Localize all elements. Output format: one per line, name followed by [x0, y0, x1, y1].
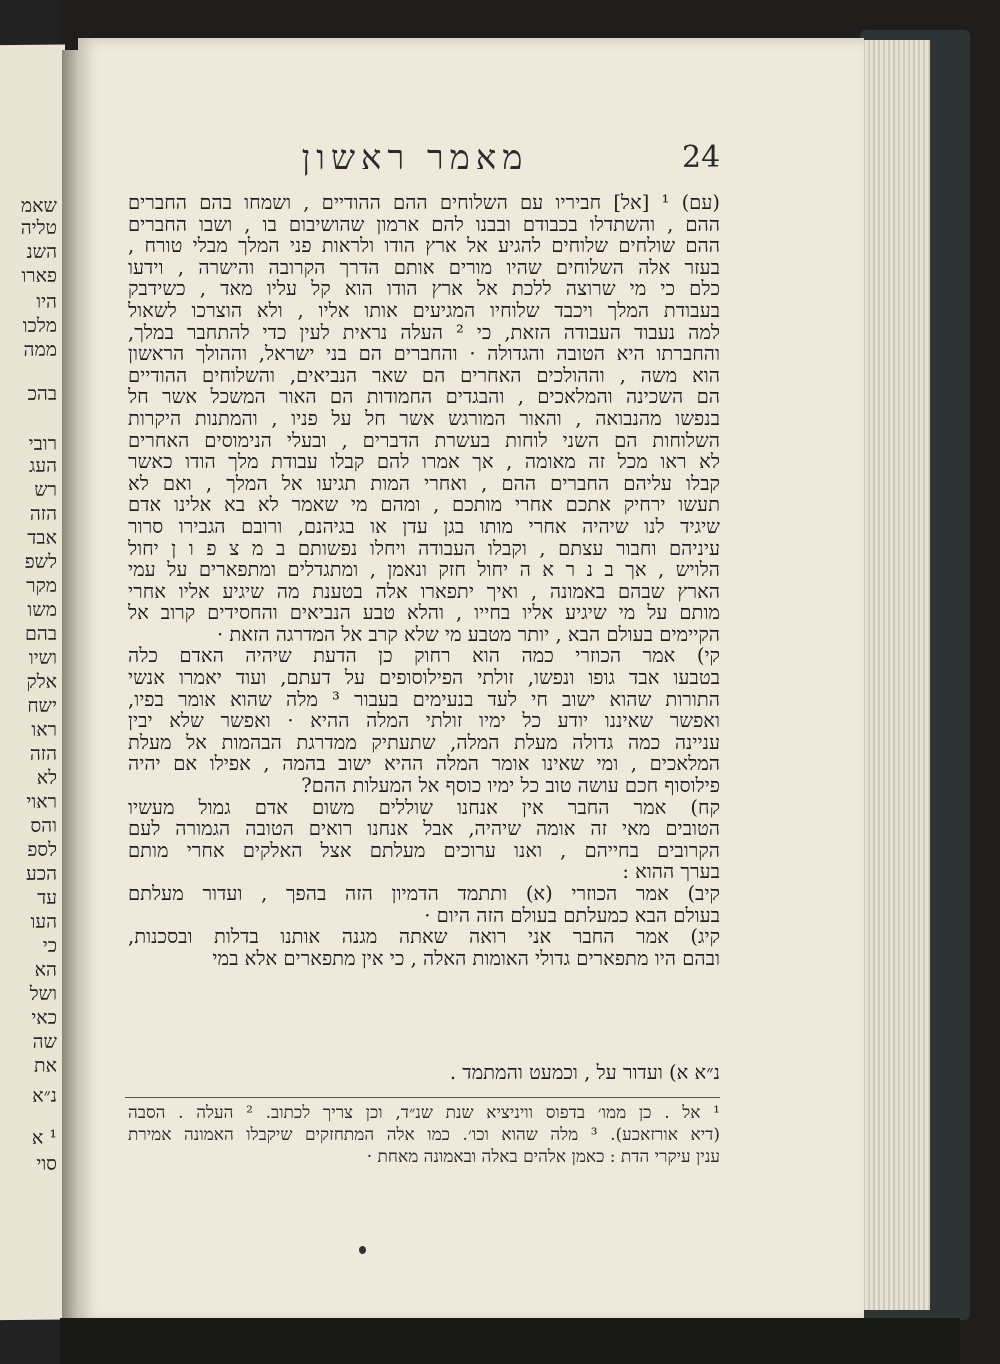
- left-page-fragment: ¹ א: [31, 1126, 57, 1149]
- text-line: הטובים מאי זה אומה שיהיה, אבל אנחנו רואים הטובה הגמורה לעם: [128, 818, 720, 840]
- left-page-fragment: טליה: [20, 216, 57, 239]
- left-page-fragment: ממה: [23, 338, 57, 361]
- left-page-fragment: בהם: [25, 622, 57, 645]
- left-page-fragment: לא: [36, 766, 57, 789]
- left-page-fragment: משו: [27, 598, 57, 621]
- text-line: ההם שולחים שלוחים להגיע אל ארץ הודו ולראות פני המלך מבלי טורח ,: [128, 235, 720, 257]
- left-page-fragment: הכע: [26, 862, 57, 885]
- left-page-fragment: ישח: [27, 694, 57, 717]
- text-line: הלויש , אך ב נ ר א ה יחול חזק ונאמן , ומתגדלים ומתפארים על עמי: [128, 559, 720, 581]
- left-page-fragment: ראו: [31, 718, 57, 741]
- left-page-fragment: פארו: [21, 264, 57, 287]
- left-page-fragment: סוי: [36, 1152, 57, 1175]
- left-page-fragment: כי: [42, 934, 57, 957]
- footnote-line: ¹ אל . כן ממו׳ בדפוס וויניציא שנת שנ״ד, וכן צריך לכתוב. ² העלה . הסבה: [128, 1103, 720, 1123]
- footnote-divider: [125, 1097, 720, 1098]
- text-line: (עם) ¹ [אל] חביריו עם השלוחים ההם ההודיים , ושמחו בהם החברים: [128, 192, 720, 214]
- text-line: קיב) אמר הכוזרי (א) ותתמד הדמיון הזה בהפך , ועדור מעלתם: [128, 883, 720, 905]
- text-line: בערך ההוא :: [622, 861, 720, 883]
- left-page: [0, 45, 65, 1321]
- left-page-fragment: לספ: [27, 838, 57, 861]
- left-page-fragment: כאי: [31, 1006, 57, 1029]
- text-line: המלאכים , ומי שאינו אומר המלה ההיא ישוב בהמה , אפילו אם יהיה: [128, 753, 720, 776]
- text-line: עניינה כמה גדולה מעלת המלה, שתעתיק ממדרגת הבהמות אל מעלת: [128, 731, 720, 754]
- text-line: שיגיד לנו שיהיה אחרי מותו בגן עדן או בגיהנם, ורובם הגבירו סרור: [128, 515, 720, 538]
- text-line: קבלו עליהם החברים ההם , ואחרי המות תגיעו אל המלך , ואם לא: [128, 472, 720, 495]
- text-line: מותם על מי שיגיע אליו בחייו , והלא טבע הנביאים והחסידים קרוב אל: [128, 602, 720, 624]
- text-line: תעשו ירחיק אתכם אחרי מותכם , ומהם מי שאמר לא בא אלינו אדם: [128, 494, 720, 516]
- left-page-fragment: הזה: [29, 502, 57, 525]
- left-page-fragment: העג: [29, 454, 57, 477]
- text-line: הארץ שבהם באמונה , ואיך יתפארו אלה בטענת מה שיגיע אליו אחרי: [128, 580, 720, 603]
- left-page-fragment: ושל: [29, 982, 57, 1005]
- left-page-fragment: הזה: [29, 742, 57, 765]
- text-line: למה נעבוד העבודה הזאת, כי ² העלה נראית לעין כדי להתחבר במלך,: [128, 321, 720, 344]
- text-line: ובהם היו מתפארים גדולי האומות האלה , כי אין מתפארים אלא במי: [212, 947, 720, 970]
- left-page-fragment: נ״א: [32, 1084, 57, 1107]
- text-line: כלם כי מי שרוצה ללכת אל ארץ הודו הוא קל עליו מאד , כשידבק: [128, 278, 720, 300]
- left-page-fragment: את: [34, 1054, 57, 1077]
- footnotes: [128, 1102, 720, 1168]
- body-text: [128, 192, 720, 969]
- page-number: 24: [682, 140, 721, 175]
- variant-note-text: נ״א א) ועדור על , וכמעט והמתמד .: [449, 1062, 720, 1084]
- text-line: והחברתו היא הטובה והגדולה · והחברים הם בני ישראל, וההולך הראשון: [128, 343, 720, 365]
- text-line: קיג) אמר החבר אני רואה שאתה מגנה אותנו בדלות ובסכנות,: [128, 926, 720, 948]
- text-line: התורות שהוא ישוב חי לעד בנעימים בעבור ³ מלה שהוא אומר בפיו,: [128, 688, 720, 711]
- text-line: קי) אמר הכוזרי כמה הוא רחוק כן הדעת שיהיה האדם כלה: [128, 645, 720, 668]
- text-line: הוא משה , וההולכים האחרים הם שאר הנביאים, והשלוחים ההודיים: [128, 364, 720, 387]
- left-page-fragment: והס: [30, 814, 57, 837]
- left-page-fragment: רש: [34, 478, 57, 501]
- page-title: מאמר ראשון: [301, 138, 529, 178]
- left-page-fragment: ראוי: [26, 790, 57, 813]
- footnote-line: (דיא אורזאכע). ³ מלה שהוא וכו׳. כמו אלה המתחזקים שיקבלו האמונה אמירת: [128, 1125, 720, 1145]
- text-line: בעולם הבא כמעלתם בעולם הזה היום ·: [424, 904, 720, 927]
- left-page-fragment: לשפ: [24, 550, 57, 573]
- text-line: בטבעו אבד גופו ונפשו, זולתי הפילוסופים על דעתם, ועוד יאמרו אנשי: [128, 667, 720, 689]
- text-line: השלוחות הם השני לוחות בעשרת הדברים , ובעלי הנימוסים האחרים: [128, 429, 720, 452]
- background-bottom: [60, 1318, 960, 1364]
- left-page-fragment: עד: [37, 886, 57, 909]
- text-line: בעזר אלה השלוחים שהיו מורים אותם הדרך הקרובה והישרה , וידעו: [128, 256, 720, 279]
- left-page-fragment: מלכו: [22, 314, 57, 337]
- left-page-fragment: העו: [30, 910, 57, 933]
- left-page-fragment: שה: [32, 1030, 57, 1053]
- text-line: ההם , והשתדלו בכבודם ובבנו להם ארמון שהושיבום בו , ושבו החברים: [128, 213, 720, 236]
- ink-dot: [359, 1246, 366, 1254]
- text-line: לא ראו מכל זה מאומה , אך אמרו להם קבלו עבודת מלך הודו כאשר: [128, 451, 720, 473]
- left-page-fragment: רובי: [28, 432, 57, 455]
- left-page-fragment: היו: [36, 290, 57, 313]
- text-line: קח) אמר החבר אין אנחנו שוללים משום אדם גמול מעשיו: [128, 796, 720, 819]
- variant-note: [128, 1062, 720, 1084]
- left-page-fragment: ושיו: [28, 646, 57, 669]
- text-line: הם השכינה והמלאכים , והבגדים החמודות הם האור המשכל אשר חל: [128, 386, 720, 408]
- text-line: עיניהם וחבור עצתם , וקבלו העבודה ויחלו נפשותם ב מ צ פ ו ן יחול: [128, 537, 720, 560]
- left-page-fragment: שאמ: [20, 194, 57, 217]
- left-page-fragment: השנ: [26, 240, 57, 263]
- text-line: בעבודת המלך ויכבד שלוחיו המגיעים אותו אליו , ולא הוצרכו לשאול: [128, 299, 720, 322]
- left-page-fragment: הא: [34, 958, 57, 981]
- left-page-fragment: אבד: [27, 526, 57, 549]
- text-line: בנפשו מהנבואה , והאור המורגש אשר חל על פניו , והמתנות היקרות: [128, 407, 720, 430]
- text-line: הקיימים בעולם הבא , יותר מטבע מי שלא קרב אל המדרגה הזאת ·: [216, 623, 720, 646]
- text-line: פילוסוף חכם עושה טוב כל ימיו כוסף אל המעלות ההם?: [301, 775, 720, 797]
- left-page-fragment: אלק: [26, 670, 57, 693]
- left-page-fragment: בהכ: [27, 382, 57, 405]
- footnote-line: ענין עיקרי הדת : כאמן אלהים באלה ובאמונה מאחת ·: [366, 1147, 720, 1167]
- text-line: ואפשר שאיננו יודע כל ימיו זולתי המלה ההיא · ואפשר שלא יבין: [128, 710, 720, 732]
- text-line: הקרובים בחייהם , ואנו ערוכים מעלתם אצל האלקים אחרי מותם: [128, 839, 720, 862]
- left-page-fragment: מקר: [26, 574, 57, 597]
